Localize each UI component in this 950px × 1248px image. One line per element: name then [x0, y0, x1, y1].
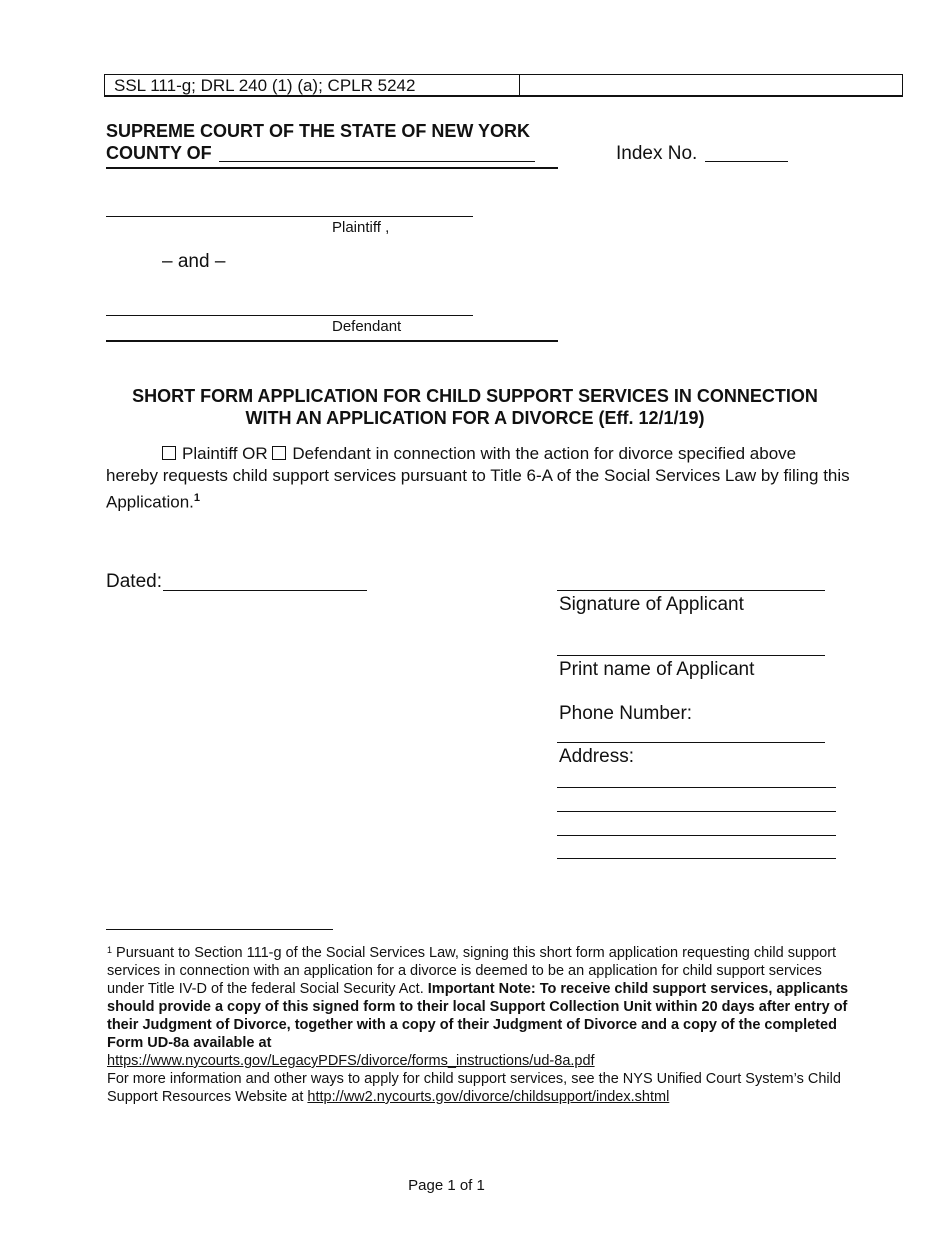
index-label: Index No. [616, 143, 698, 164]
form-title [60, 385, 890, 429]
print-name-label: Print name of Applicant [559, 659, 755, 680]
statute-reference: SSL 111-g; DRL 240 (1) (a); CPLR 5242 [114, 76, 416, 95]
box-divider [519, 75, 520, 95]
county-label: COUNTY OF [106, 143, 212, 163]
application-first-line [106, 443, 851, 465]
plaintiff-name-line[interactable] [106, 216, 473, 217]
form-title-line-2: WITH AN APPLICATION FOR A DIVORCE (Eff. 12/1/19) [245, 408, 705, 428]
address-label: Address: [559, 746, 634, 767]
address-line-4[interactable] [557, 858, 836, 859]
date-field-line[interactable] [163, 590, 367, 591]
and-label: – and – [162, 251, 226, 272]
form-title-line-1: SHORT FORM APPLICATION FOR CHILD SUPPORT SERVICES IN CONNECTION [132, 386, 818, 406]
address-line-1[interactable] [557, 787, 836, 788]
defendant-name-line[interactable] [106, 315, 473, 316]
signature-label: Signature of Applicant [559, 594, 744, 615]
child-support-website-link[interactable]: http://ww2.nycourts.gov/divorce/childsupport/index.shtml [307, 1089, 670, 1105]
court-title: SUPREME COURT OF THE STATE OF NEW YORK [106, 121, 531, 141]
address-line-2[interactable] [557, 811, 836, 812]
footnote-marker: 1 [107, 945, 113, 955]
phone-field-line[interactable] [557, 742, 825, 743]
defendant-option-label: Defendant in connection with the action for divorce specified above [292, 444, 797, 463]
county-field-line[interactable] [219, 161, 535, 162]
footnote-reference: 1 [193, 492, 201, 504]
plaintiff-checkbox[interactable] [162, 446, 176, 460]
application-statement [106, 443, 851, 514]
defendant-checkbox[interactable] [272, 446, 286, 460]
address-line-3[interactable] [557, 835, 836, 836]
footnote-separator [106, 929, 333, 930]
plaintiff-option-label: Plaintiff OR [182, 444, 268, 463]
footnote-text: Pursuant to Section 111-g of the Social Services Law, signing this short form application requesting child support services in connection with an application for a divorce is deemed to be an application for child support services under Title IV-D of the federal Social Security Act. [107, 945, 837, 997]
defendant-label: Defendant [332, 318, 402, 335]
statute-reference-box [104, 74, 903, 97]
phone-label: Phone Number: [559, 703, 693, 724]
footnote [107, 941, 852, 1106]
ud8a-form-link[interactable]: https://www.nycourts.gov/LegacyPDFS/divorce/forms_instructions/ud-8a.pdf [107, 1053, 595, 1069]
footnote-important-note: Important Note: To receive child support services, applicants should provide a copy of this signed form to their local Support Collection Unit within 20 days after entry of their Judgment of Divorce, together with a copy of their Judgment of Divorce and a copy of the completed Form UD-8a available at [107, 981, 849, 1051]
caption-underline [106, 340, 558, 342]
print-name-field-line[interactable] [557, 655, 825, 656]
court-underline [106, 167, 558, 169]
dated-label: Dated: [106, 571, 162, 592]
index-number-field-line[interactable] [705, 161, 788, 162]
plaintiff-label: Plaintiff , [332, 219, 390, 236]
page-number: Page 1 of 1 [408, 1177, 485, 1194]
application-body: hereby requests child support services pursuant to Title 6-A of the Social Services Law by filing this Application.$^1$ [106, 466, 850, 512]
more-info-text: For more information and other ways to apply for child support services, see the NYS Unified Court System’s Child Support Resources Website at [107, 1071, 841, 1105]
signature-field-line[interactable] [557, 590, 825, 591]
